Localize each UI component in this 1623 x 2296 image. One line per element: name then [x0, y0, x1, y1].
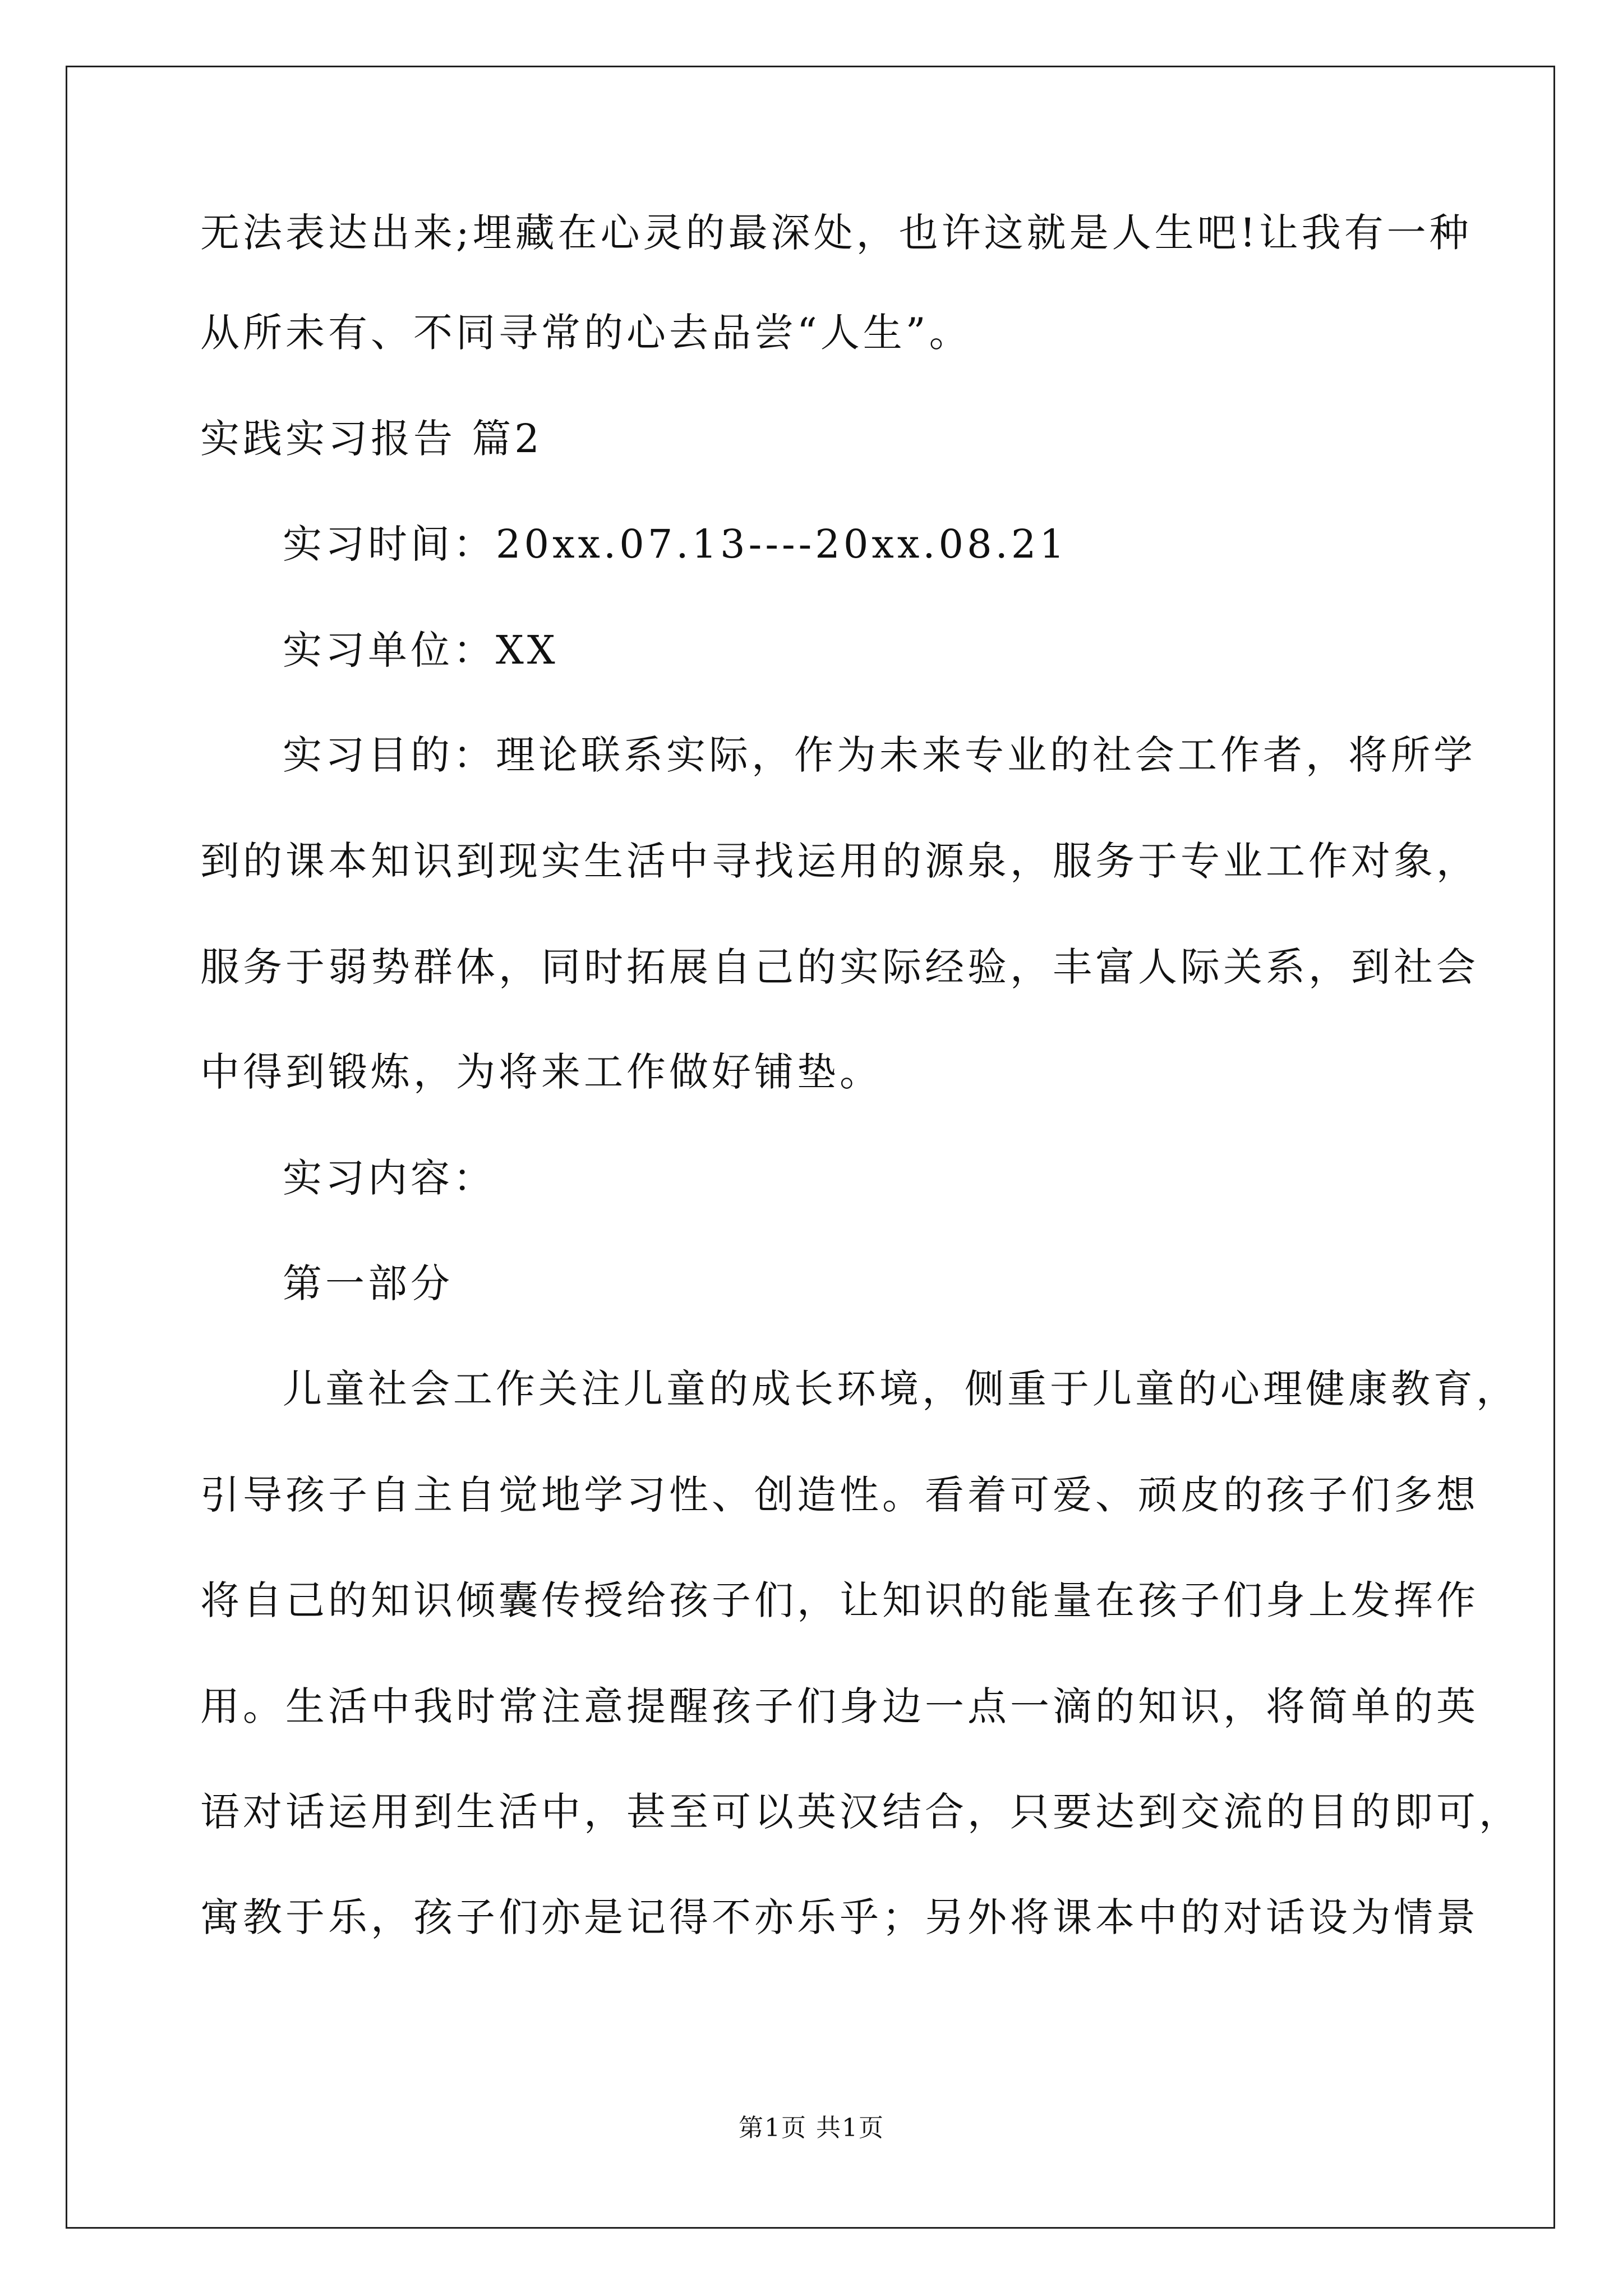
text-line-9: 中得到锻炼，为将来工作做好铺垫。 — [200, 1049, 882, 1095]
page-footer: 第1页 共1页 — [739, 2114, 884, 2142]
text-line-8: 服务于弱势群体，同时拓展自己的实际经验，丰富人际关系，到社会 — [200, 944, 1479, 990]
text-line-1: 无法表达出来;埋藏在心灵的最深处，也许这就是人生吧!让我有一种 — [200, 210, 1472, 256]
text-line-15: 用。生活中我时常注意提醒孩子们身边一点一滴的知识，将简单的英 — [200, 1683, 1479, 1729]
section-heading: 实践实习报告 篇2 — [200, 416, 543, 462]
text-line-13: 引导孩子自主自觉地学习性、创造性。看着可爱、顽皮的孩子们多想 — [200, 1472, 1479, 1518]
text-line-16: 语对话运用到生活中，甚至可以英汉结合，只要达到交流的目的即可， — [200, 1789, 1521, 1835]
text-line-7: 到的课本知识到现实生活中寻找运用的源泉，服务于专业工作对象， — [200, 838, 1479, 884]
part-one-heading: 第一部分 — [283, 1260, 453, 1306]
text-line-14: 将自己的知识倾囊传授给孩子们，让知识的能量在孩子们身上发挥作 — [200, 1577, 1479, 1623]
internship-time: 实习时间：20xx.07.13----20xx.08.21 — [283, 521, 1068, 567]
text-line-17: 寓教于乐，孩子们亦是记得不亦乐乎；另外将课本中的对话设为情景 — [200, 1894, 1479, 1940]
text-line-6: 实习目的：理论联系实际，作为未来专业的社会工作者，将所学 — [283, 732, 1476, 778]
text-line-2: 从所未有、不同寻常的心去品尝“人生”。 — [200, 310, 972, 356]
internship-content-label: 实习内容： — [283, 1155, 496, 1201]
text-line-12: 儿童社会工作关注儿童的成长环境，侧重于儿童的心理健康教育， — [283, 1366, 1519, 1412]
internship-unit: 实习单位：XX — [283, 627, 559, 673]
